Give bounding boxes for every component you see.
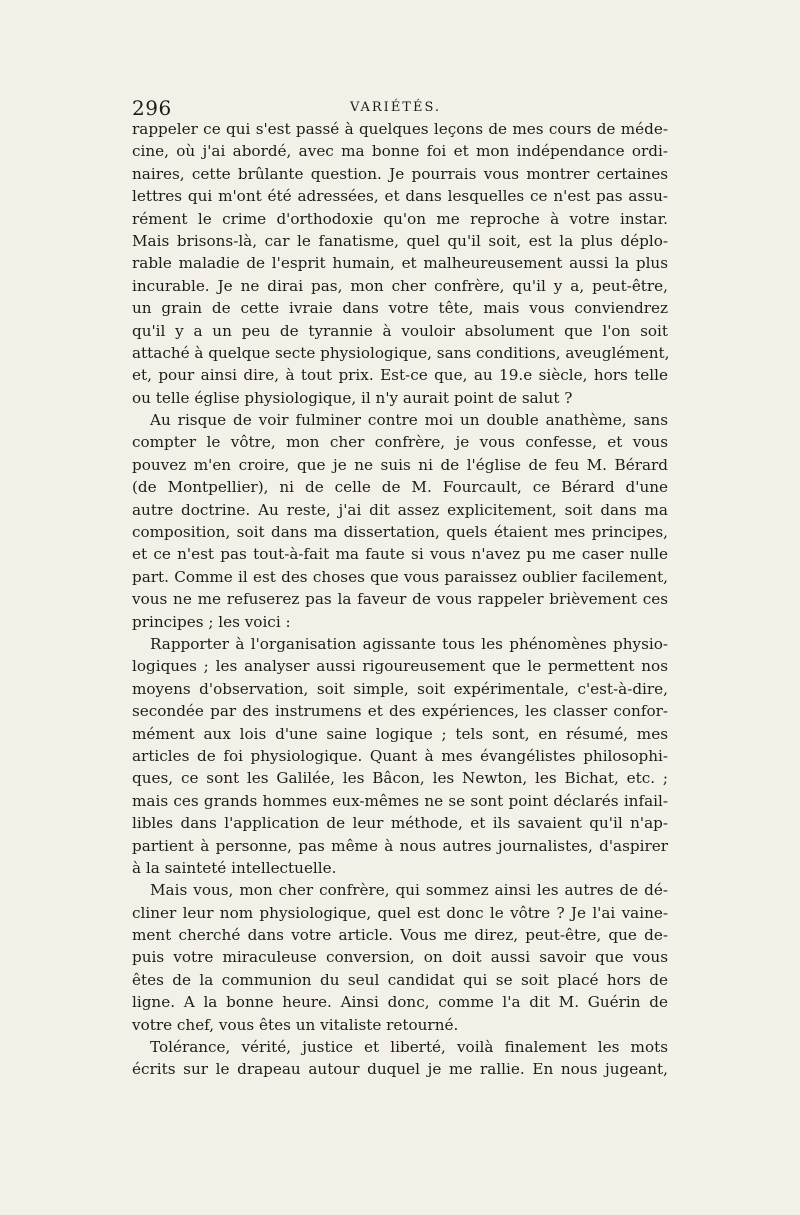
text-line: cine, où j'ai abordé, avec ma bonne foi et mon indépendance ordi- — [132, 142, 668, 161]
text-line: moyens d'observation, soit simple, soit expérimentale, c'est-à-dire, — [132, 679, 668, 698]
text-line: libles dans l'application de leur méthode, et ils savaient qu'il n'ap- — [132, 814, 668, 833]
page-header — [132, 96, 662, 120]
text-line: êtes de la communion du seul candidat qui se soit placé hors de — [132, 970, 668, 989]
text-line: mément aux lois d'une saine logique ; tels sont, en résumé, mes — [132, 724, 668, 743]
text-line: autre doctrine. Au reste, j'ai dit assez explicitement, soit dans ma — [132, 500, 668, 519]
text-line: Tolérance, vérité, justice et liberté, voilà finalement les mots — [150, 1038, 668, 1057]
text-line: un grain de cette ivraie dans votre tête, mais vous conviendrez — [132, 299, 668, 318]
text-line: rappeler ce qui s'est passé à quelques leçons de mes cours de méde- — [132, 120, 668, 138]
text-line: pouvez m'en croire, que je ne suis ni de l'église de feu M. Bérard — [132, 455, 668, 474]
text-line: articles de foi physiologique. Quant à mes évangélistes philosophi- — [132, 746, 668, 765]
text-line: cliner leur nom physiologique, quel est donc le vôtre ? Je l'ai vaine- — [132, 903, 668, 922]
text-line: puis votre miraculeuse conversion, on doit aussi savoir que vous — [132, 948, 668, 967]
text-line: Mais brisons-là, car le fanatisme, quel qu'il soit, est la plus déplo- — [132, 231, 668, 250]
text-line: (de Montpellier), ni de celle de M. Fourcault, ce Bérard d'une — [132, 478, 668, 497]
text-line: ligne. A la bonne heure. Ainsi donc, comme l'a dit M. Guérin de — [132, 993, 668, 1012]
text-line: et, pour ainsi dire, à tout prix. Est-ce que, au 19.e siècle, hors telle — [132, 366, 668, 385]
text-line: lettres qui m'ont été adressées, et dans lesquelles ce n'est pas assu- — [132, 187, 668, 206]
text-line: à la sainteté intellectuelle. — [132, 858, 337, 877]
text-line: attaché à quelque secte physiologique, sans conditions, aveuglément, — [132, 343, 670, 362]
running-title: VARIÉTÉS. — [350, 100, 442, 115]
text-line: qu'il y a un peu de tyrannie à vouloir absolument que l'on soit — [132, 321, 668, 340]
text-line: ques, ce sont les Galilée, les Bâcon, les Newton, les Bichat, etc. ; — [132, 769, 668, 788]
text-line: ment cherché dans votre article. Vous me direz, peut-être, que de- — [132, 926, 668, 945]
text-line: part. Comme il est des choses que vous paraissez oublier facilement, — [132, 567, 668, 586]
text-line: rable maladie de l'esprit humain, et malheureusement aussi la plus — [132, 254, 668, 273]
text-line: votre chef, vous êtes un vitaliste retourné. — [132, 1015, 459, 1034]
text-line: incurable. Je ne dirai pas, mon cher confrère, qu'il y a, peut-être, — [132, 276, 668, 295]
text-line: et ce n'est pas tout-à-fait ma faute si vous n'avez pu me caser nulle — [132, 545, 668, 564]
text-line: ou telle église physiologique, il n'y aurait point de salut ? — [132, 388, 573, 407]
text-line: partient à personne, pas même à nous autres journalistes, d'aspirer — [132, 836, 668, 855]
text-line: naires, cette brûlante question. Je pourrais vous montrer certaines — [132, 164, 668, 183]
text-line: rément le crime d'orthodoxie qu'on me reproche à votre instar. — [132, 209, 668, 228]
text-line: logiques ; les analyser aussi rigoureusement que le permettent nos — [132, 657, 668, 676]
text-line: mais ces grands hommes eux-mêmes ne se sont point déclarés infail- — [132, 791, 668, 810]
text-line: Mais vous, mon cher confrère, qui sommez ainsi les autres de dé- — [150, 881, 668, 900]
text-line: écrits sur le drapeau autour duquel je me rallie. En nous jugeant, — [132, 1060, 668, 1079]
text-line: Rapporter à l'organisation agissante tous les phénomènes physio- — [150, 634, 668, 653]
text-line: secondée par des instrumens et des expériences, les classer confor- — [132, 702, 668, 721]
body-text — [132, 118, 668, 1081]
text-line: compter le vôtre, mon cher confrère, je vous confesse, et vous — [132, 433, 668, 452]
text-line: Au risque de voir fulminer contre moi un double anathème, sans — [150, 411, 668, 430]
text-line: composition, soit dans ma dissertation, quels étaient mes principes, — [132, 523, 668, 542]
page-number: 296 — [132, 96, 172, 120]
text-line: principes ; les voici : — [132, 612, 291, 631]
text-line: vous ne me refuserez pas la faveur de vous rappeler brièvement ces — [132, 590, 668, 609]
